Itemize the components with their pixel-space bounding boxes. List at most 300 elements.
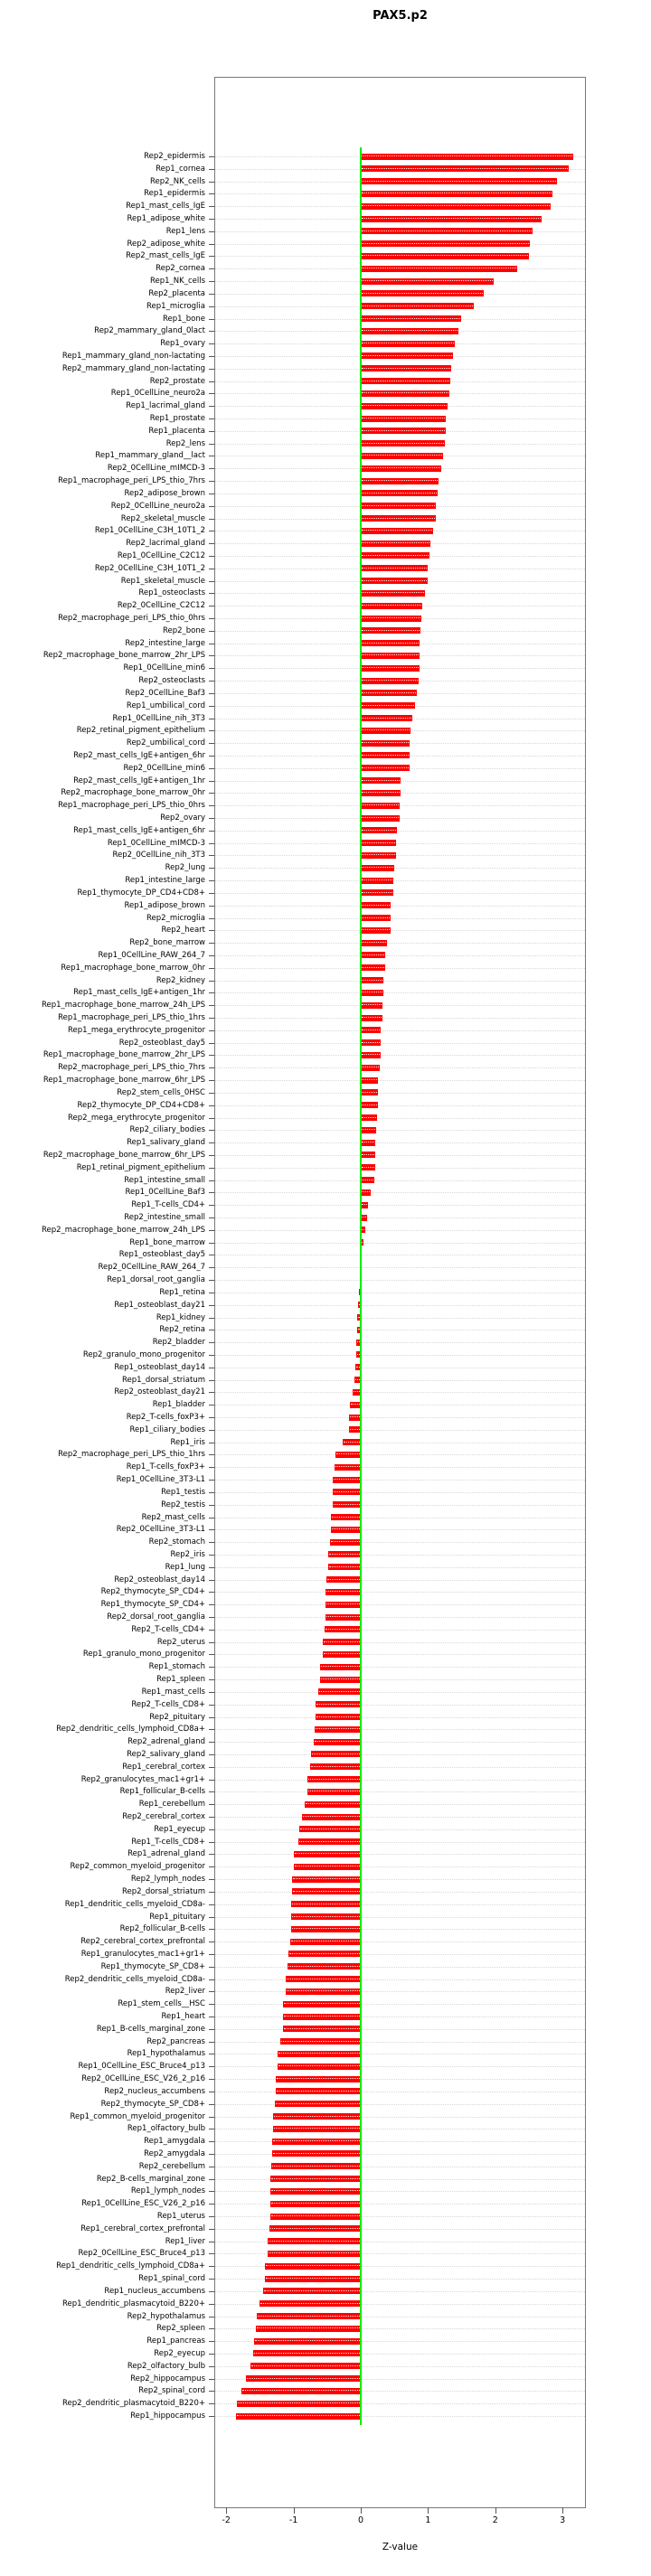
- row-gridline: [215, 805, 585, 806]
- category-tick: [209, 2191, 214, 2192]
- bar: [290, 1939, 361, 1945]
- bar: [361, 315, 461, 322]
- category-label: Rep2_adipose_white: [127, 239, 205, 249]
- category-label: Rep2_common_myeloid_progenitor: [70, 1862, 205, 1872]
- category-label: Rep1_mega_erythrocyte_progenitor: [68, 1025, 205, 1035]
- category-tick: [209, 1729, 214, 1730]
- category-tick: [209, 906, 214, 907]
- category-tick: [209, 930, 214, 931]
- category-label: Rep2_adrenal_gland: [127, 1736, 205, 1746]
- category-label: Rep1_uterus: [156, 2211, 205, 2221]
- bar: [314, 1739, 361, 1745]
- category-label: Rep2_0CellLine_C2C12: [117, 600, 205, 610]
- category-tick: [209, 868, 214, 869]
- bar: [361, 278, 494, 285]
- category-tick: [209, 2179, 214, 2180]
- category-label: Rep2_thymocyte_SP_CD8+: [100, 2099, 205, 2109]
- x-tick: [562, 2507, 563, 2514]
- category-tick: [209, 1492, 214, 1493]
- category-tick: [209, 593, 214, 594]
- category-label: Rep1_pituitary: [149, 1912, 205, 1922]
- row-gridline: [215, 1866, 585, 1867]
- bar: [283, 2026, 361, 2032]
- category-tick: [209, 281, 214, 282]
- bar: [343, 1439, 361, 1445]
- bar: [280, 2038, 361, 2045]
- bar: [361, 365, 451, 371]
- category-tick: [209, 1529, 214, 1530]
- category-tick: [209, 1941, 214, 1942]
- bar: [331, 1527, 361, 1533]
- category-label: Rep1_lung: [165, 1562, 205, 1572]
- row-gridline: [215, 2117, 585, 2118]
- row-gridline: [215, 1454, 585, 1455]
- bar: [361, 815, 400, 822]
- x-tick: [361, 2507, 362, 2514]
- category-tick: [209, 1130, 214, 1131]
- bar: [361, 266, 517, 272]
- bar: [361, 378, 450, 384]
- category-label: Rep2_intestine_small: [124, 1212, 205, 1222]
- zero-line: [360, 147, 362, 2425]
- row-gridline: [215, 1692, 585, 1693]
- row-gridline: [215, 2141, 585, 2142]
- category-label: Rep2_stem_cells_0HSC: [117, 1087, 205, 1097]
- category-tick: [209, 981, 214, 982]
- x-tick-label: -2: [222, 2515, 231, 2525]
- x-tick-label: 1: [425, 2515, 431, 2525]
- row-gridline: [215, 943, 585, 944]
- category-tick: [209, 1030, 214, 1031]
- bar: [361, 627, 420, 634]
- bar: [361, 590, 425, 597]
- bar: [361, 728, 410, 734]
- row-gridline: [215, 2029, 585, 2030]
- category-label: Rep1_mammary_gland_non-lactating: [61, 351, 205, 361]
- category-tick: [209, 730, 214, 731]
- category-label: Rep1_dorsal_root_ganglia: [107, 1274, 205, 1284]
- category-tick: [209, 1055, 214, 1056]
- category-tick: [209, 618, 214, 619]
- bar: [291, 1926, 361, 1932]
- category-label: Rep1_mammary_gland__lact: [95, 451, 205, 461]
- category-label: Rep1_dendritic_cells_myeloid_CD8a-: [64, 1899, 205, 1909]
- category-tick: [209, 2104, 214, 2105]
- x-axis-title: Z-value: [382, 2542, 419, 2552]
- category-tick: [209, 2216, 214, 2217]
- category-tick: [209, 855, 214, 856]
- category-tick: [209, 1604, 214, 1605]
- bar: [323, 1639, 361, 1645]
- row-gridline: [215, 1230, 585, 1231]
- category-label: Rep1_0CellLine_C2C12: [117, 550, 205, 560]
- bar: [331, 1514, 361, 1520]
- category-tick: [209, 2291, 214, 2292]
- bar: [361, 453, 443, 459]
- category-label: Rep1_macrophage_bone_marrow_24h_LPS: [41, 1000, 205, 1010]
- row-gridline: [215, 1954, 585, 1955]
- category-label: Rep2_T-cells_foxP3+: [126, 1412, 205, 1422]
- category-tick: [209, 331, 214, 332]
- category-tick: [209, 1505, 214, 1506]
- category-tick: [209, 1168, 214, 1169]
- category-label: Rep1_adrenal_gland: [127, 1849, 205, 1859]
- category-label: Rep2_0CellLine_3T3-L1: [116, 1525, 205, 1535]
- bar: [361, 678, 419, 684]
- bar: [263, 2288, 361, 2294]
- category-tick: [209, 1105, 214, 1106]
- category-tick: [209, 1717, 214, 1718]
- category-label: Rep2_cerebral_cortex_prefrontal: [80, 1936, 205, 1946]
- bar: [276, 2076, 361, 2082]
- row-gridline: [215, 1417, 585, 1418]
- bar: [361, 440, 445, 447]
- category-label: Rep2_follicular_B-cells: [119, 1924, 205, 1934]
- row-gridline: [215, 1780, 585, 1781]
- category-label: Rep2_macrophage_peri_LPS_thio_0hrs: [58, 613, 205, 623]
- bar: [286, 1976, 361, 1982]
- bar: [361, 478, 439, 484]
- row-gridline: [215, 1192, 585, 1193]
- category-tick: [209, 992, 214, 993]
- category-label: Rep2_nucleus_accumbens: [104, 2086, 205, 2096]
- category-tick: [209, 1430, 214, 1431]
- row-gridline: [215, 1592, 585, 1593]
- category-label: Rep1_macrophage_peri_LPS_thio_7hrs: [58, 475, 205, 485]
- bar: [361, 977, 383, 983]
- row-gridline: [215, 906, 585, 907]
- category-label: Rep1_dendritic_plasmacytoid_B220+: [62, 2299, 205, 2308]
- bar: [256, 2326, 361, 2332]
- category-label: Rep1_skeletal_muscle: [120, 576, 205, 586]
- category-label: Rep2_amygdala: [144, 2148, 205, 2158]
- category-label: Rep1_bone: [162, 314, 205, 324]
- category-label: Rep1_adipose_white: [127, 213, 205, 223]
- category-label: Rep1_0CellLine_Baf3: [125, 1188, 205, 1198]
- bar: [318, 1688, 361, 1695]
- category-tick: [209, 1555, 214, 1556]
- bar: [254, 2338, 361, 2345]
- bar: [237, 2401, 361, 2407]
- bar: [361, 927, 391, 934]
- row-gridline: [215, 1555, 585, 1556]
- category-tick: [209, 1142, 214, 1143]
- bar: [307, 1776, 361, 1782]
- bar: [361, 203, 551, 210]
- category-tick: [209, 781, 214, 782]
- row-gridline: [215, 1804, 585, 1805]
- category-label: Rep1_hypothalamus: [127, 2049, 205, 2059]
- category-label: Rep1_cornea: [156, 164, 205, 174]
- row-gridline: [215, 2154, 585, 2155]
- bar: [361, 964, 385, 971]
- category-tick: [209, 2379, 214, 2380]
- category-label: Rep1_amygdala: [144, 2136, 205, 2146]
- category-label: Rep2_intestine_large: [125, 638, 205, 648]
- row-gridline: [215, 981, 585, 982]
- bar: [302, 1814, 361, 1820]
- category-label: Rep2_0CellLine_mIMCD-3: [107, 464, 205, 474]
- category-label: Rep2_lymph_nodes: [130, 1874, 205, 1884]
- category-label: Rep1_granulo_mono_progenitor: [82, 1650, 205, 1659]
- category-label: Rep1_bladder: [152, 1399, 205, 1409]
- category-tick: [209, 343, 214, 344]
- category-tick: [209, 1318, 214, 1319]
- x-tick-label: 0: [357, 2515, 364, 2525]
- row-gridline: [215, 1267, 585, 1268]
- category-label: Rep1_salivary_gland: [127, 1137, 205, 1147]
- category-label: Rep2_placenta: [148, 288, 205, 298]
- category-tick: [209, 893, 214, 894]
- row-gridline: [215, 1342, 585, 1343]
- category-label: Rep2_0CellLine_nih_3T3: [112, 851, 205, 860]
- bar: [323, 1651, 361, 1658]
- bar: [361, 865, 394, 871]
- category-tick: [209, 481, 214, 482]
- category-tick: [209, 1118, 214, 1119]
- bar: [270, 2201, 361, 2207]
- category-label: Rep2_kidney: [156, 975, 205, 985]
- category-tick: [209, 2004, 214, 2005]
- row-gridline: [215, 1767, 585, 1768]
- bar: [326, 1589, 361, 1595]
- category-label: Rep1_T-cells_CD8+: [131, 1837, 205, 1847]
- category-tick: [209, 1018, 214, 1019]
- category-label: Rep1_stem_cells__HSC: [118, 1998, 205, 2008]
- row-gridline: [215, 1630, 585, 1631]
- row-gridline: [215, 1467, 585, 1468]
- bar: [275, 2101, 361, 2107]
- category-tick: [209, 918, 214, 919]
- category-label: Rep2_lens: [165, 438, 205, 448]
- bar: [326, 1576, 361, 1583]
- row-gridline: [215, 1217, 585, 1218]
- row-gridline: [215, 1392, 585, 1393]
- bar: [361, 328, 458, 334]
- category-label: Rep1_adipose_brown: [124, 900, 205, 910]
- bar: [335, 1464, 361, 1471]
- category-tick: [209, 1567, 214, 1568]
- category-label: Rep1_thymocyte_SP_CD8+: [100, 1961, 205, 1971]
- category-label: Rep2_dorsal_striatum: [122, 1886, 205, 1896]
- x-tick: [428, 2507, 429, 2514]
- category-label: Rep2_osteoblast_day14: [114, 1575, 205, 1584]
- row-gridline: [215, 1842, 585, 1843]
- row-gridline: [215, 2066, 585, 2067]
- category-label: Rep1_placenta: [148, 426, 205, 436]
- bar: [333, 1501, 361, 1508]
- bar: [307, 1789, 361, 1795]
- bar: [361, 1089, 378, 1095]
- row-gridline: [215, 1679, 585, 1680]
- bar: [361, 341, 455, 347]
- category-tick: [209, 1217, 214, 1218]
- category-label: Rep1_0CellLine_ESC_V26_2_p16: [81, 2198, 205, 2208]
- bar: [361, 702, 415, 709]
- row-gridline: [215, 1093, 585, 1094]
- category-tick: [209, 319, 214, 320]
- category-label: Rep1_T-cells_CD4+: [131, 1199, 205, 1209]
- category-label: Rep2_dendritic_cells_myeloid_CD8a-: [64, 1974, 205, 1984]
- category-label: Rep2_T-cells_CD8+: [131, 1699, 205, 1709]
- bar: [361, 889, 393, 896]
- row-gridline: [215, 1142, 585, 1143]
- category-tick: [209, 2141, 214, 2142]
- bar: [361, 852, 396, 859]
- category-label: Rep2_cerebellum: [138, 2161, 205, 2171]
- x-tick: [495, 2507, 496, 2514]
- x-tick: [226, 2507, 227, 2514]
- category-tick: [209, 1742, 214, 1743]
- category-label: Rep1_prostate: [149, 413, 205, 423]
- category-tick: [209, 306, 214, 307]
- category-label: Rep2_osteoblast_day21: [114, 1387, 205, 1397]
- category-label: Rep1_osteoblast_day14: [114, 1362, 205, 1372]
- category-label: Rep2_osteoblast_day5: [118, 1038, 205, 1048]
- category-tick: [209, 1967, 214, 1968]
- category-tick: [209, 1954, 214, 1955]
- category-tick: [209, 2416, 214, 2417]
- x-tick-label: 2: [492, 2515, 498, 2525]
- category-label: Rep1_osteoblast_day21: [114, 1300, 205, 1310]
- bar: [361, 653, 420, 659]
- category-label: Rep1_iris: [170, 1437, 205, 1447]
- row-gridline: [215, 1979, 585, 1980]
- category-tick: [209, 2066, 214, 2067]
- bar: [361, 1177, 374, 1183]
- row-gridline: [215, 1667, 585, 1668]
- category-label: Rep2_lacrimal_gland: [126, 538, 205, 548]
- bar: [361, 1140, 375, 1146]
- category-tick: [209, 1979, 214, 1980]
- category-label: Rep1_mast_cells_IgE+antigen_6hr: [73, 825, 205, 835]
- category-label: Rep1_hippocampus: [130, 2411, 205, 2421]
- bar: [278, 2064, 361, 2070]
- bar: [265, 2263, 361, 2270]
- row-gridline: [215, 1717, 585, 1718]
- category-label: Rep2_dendritic_cells_lymphoid_CD8a+: [56, 1725, 205, 1735]
- category-tick: [209, 1405, 214, 1406]
- category-tick: [209, 1093, 214, 1094]
- category-tick: [209, 169, 214, 170]
- category-label: Rep1_ciliary_bodies: [129, 1424, 205, 1434]
- category-label: Rep1_microglia: [146, 301, 205, 311]
- category-tick: [209, 2366, 214, 2367]
- category-tick: [209, 268, 214, 269]
- bar: [361, 303, 474, 309]
- category-label: Rep2_0CellLine_Baf3: [125, 688, 205, 698]
- row-gridline: [215, 1580, 585, 1581]
- row-gridline: [215, 2079, 585, 2080]
- category-tick: [209, 1355, 214, 1356]
- category-label: Rep2_macrophage_bone_marrow_6hr_LPS: [42, 1150, 205, 1160]
- category-label: Rep1_0CellLine_nih_3T3: [112, 713, 205, 723]
- category-label: Rep2_0CellLine_ESC_Bruce4_p13: [78, 2249, 205, 2259]
- row-gridline: [215, 893, 585, 894]
- bar: [361, 1164, 375, 1170]
- bar: [361, 465, 441, 472]
- category-tick: [209, 805, 214, 806]
- category-label: Rep1_dendritic_cells_lymphoid_CD8a+: [56, 2261, 205, 2270]
- category-label: Rep1_0CellLine_neuro2a: [110, 389, 205, 399]
- category-tick: [209, 1305, 214, 1306]
- category-tick: [209, 231, 214, 232]
- category-tick: [209, 743, 214, 744]
- bar: [272, 2139, 361, 2145]
- bar: [299, 1826, 361, 1832]
- category-label: Rep1_T-cells_foxP3+: [126, 1462, 205, 1472]
- row-gridline: [215, 1355, 585, 1356]
- row-gridline: [215, 1380, 585, 1381]
- bar: [310, 1763, 361, 1770]
- plot-area: [41, 77, 586, 2525]
- category-label: Rep1_epidermis: [144, 189, 205, 199]
- chart-title: PAX5.p2: [373, 9, 428, 23]
- row-gridline: [215, 1529, 585, 1530]
- category-label: Rep1_lens: [165, 226, 205, 236]
- bar: [361, 715, 412, 721]
- category-label: Rep1_macrophage_bone_marrow_0hr: [61, 963, 205, 973]
- bar: [361, 1015, 382, 1021]
- row-gridline: [215, 1118, 585, 1119]
- category-label: Rep1_retinal_pigment_epithelium: [76, 1162, 205, 1172]
- category-tick: [209, 1155, 214, 1156]
- x-tick-label: 3: [560, 2515, 566, 2525]
- category-label: Rep1_intestine_small: [124, 1175, 205, 1185]
- bar: [349, 1415, 361, 1421]
- row-gridline: [215, 918, 585, 919]
- category-tick: [209, 206, 214, 207]
- row-gridline: [215, 1829, 585, 1830]
- row-gridline: [215, 1243, 585, 1244]
- category-tick: [209, 1829, 214, 1830]
- bar: [361, 154, 573, 160]
- category-tick: [209, 1692, 214, 1693]
- category-label: Rep1_liver: [165, 2236, 205, 2246]
- bar: [361, 503, 436, 509]
- category-label: Rep2_macrophage_bone_marrow_0hr: [61, 788, 205, 798]
- category-label: Rep2_spinal_cord: [138, 2386, 205, 2396]
- bar: [361, 240, 530, 247]
- bar: [361, 490, 438, 496]
- bar: [311, 1751, 361, 1757]
- category-tick: [209, 668, 214, 669]
- row-gridline: [215, 1430, 585, 1431]
- category-tick: [209, 369, 214, 370]
- bar: [361, 790, 401, 796]
- category-label: Rep2_retinal_pigment_epithelium: [76, 726, 205, 736]
- category-label: Rep2_testis: [161, 1500, 205, 1509]
- category-tick: [209, 244, 214, 245]
- category-label: Rep2_skeletal_muscle: [120, 513, 205, 523]
- category-tick: [209, 2266, 214, 2267]
- category-tick: [209, 1667, 214, 1668]
- bar: [361, 915, 391, 921]
- bar: [320, 1677, 361, 1683]
- category-tick: [209, 1917, 214, 1918]
- category-tick: [209, 444, 214, 445]
- category-label: Rep2_macrophage_bone_marrow_2hr_LPS: [42, 651, 205, 661]
- category-tick: [209, 393, 214, 394]
- category-label: Rep2_macrophage_bone_marrow_24h_LPS: [41, 1225, 205, 1235]
- category-tick: [209, 1267, 214, 1268]
- bar: [361, 740, 410, 747]
- category-label: Rep1_intestine_large: [125, 875, 205, 885]
- bar: [361, 353, 453, 359]
- row-gridline: [215, 1005, 585, 1006]
- category-label: Rep1_0CellLine_3T3-L1: [116, 1474, 205, 1484]
- bar: [361, 1052, 381, 1058]
